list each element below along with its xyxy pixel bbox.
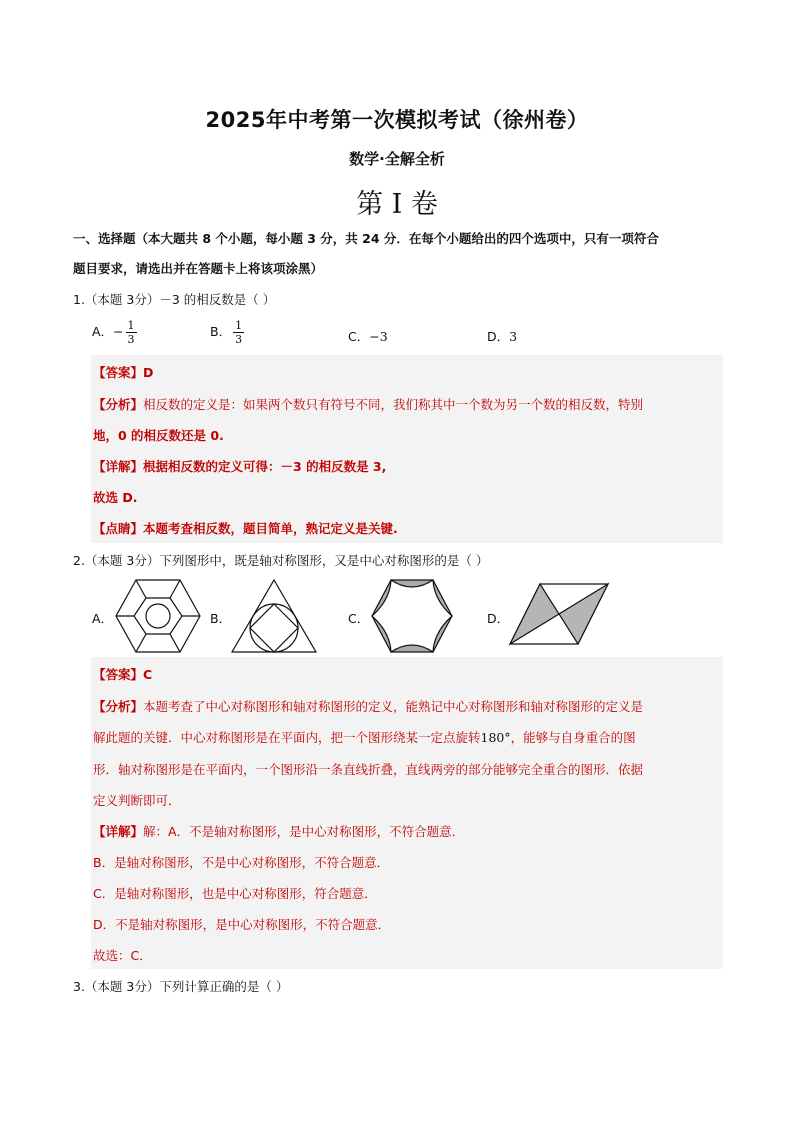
comment-text: 本题考查相反数，题目简单，熟记定义是关键. [143,521,398,536]
detail-tag: 【详解】 [93,459,144,474]
analysis-text: ，能够与自身重合的图 [510,730,636,745]
fraction-denominator: 3 [235,333,243,346]
q3-stem: 3.（本题 3分）下列计算正确的是（ ） [73,979,289,994]
q2-detail-line4: D．不是轴对称图形，是中心对称图形，不符合题意． [93,917,391,932]
q1-detail-line1 [93,457,721,475]
q1-option-a [92,319,137,346]
q1-analysis-line2: 地，0 的相反数还是 0. [93,428,224,443]
q2-analysis-line1 [93,697,721,715]
option-c-label: C． [348,329,370,344]
section-instructions-line2: 题目要求，请选出并在答题卡上将该项涂黑） [73,261,324,276]
parallelogram-figure [508,582,612,648]
q1-option-d [487,327,517,345]
q1-detail-line2: 故选 D. [93,490,138,505]
hexagon-arcs-figure [370,578,454,654]
comment-tag: 【点睛】 [93,521,144,536]
analysis-tag: 【分析】 [93,699,144,714]
fraction-denominator: 3 [127,333,135,346]
q2-analysis-line2 [93,728,721,746]
q1-answer [93,363,721,381]
q1-stem: 1.（本题 3分）－3 的相反数是（ ） [73,292,276,307]
q2-option-b-label: B． [210,611,232,626]
analysis-text: 解此题的关键．中心对称图形是在平面内，把一个图形绕某一定点旋转 [93,730,481,745]
q2-answer [93,665,721,683]
q2-detail-line3: C．是轴对称图形，也是中心对称图形，符合题意． [93,886,377,901]
fraction-numerator: 1 [127,319,135,332]
q2-option-a-label: A． [92,611,114,626]
q1-analysis-line1 [93,395,721,413]
volume-heading: 第 I 卷 [356,189,438,220]
option-c-value: −3 [369,329,388,344]
q1-comment [93,519,721,537]
detail-tag: 【详解】 [93,824,144,839]
q2-stem: 2.（本题 3分）下列图形中，既是轴对称图形，又是中心对称图形的是（ ） [73,553,489,568]
detail-text: 解：A．不是轴对称图形，是中心对称图形，不符合题意． [143,824,465,839]
analysis-text: 本题考查了中心对称图形和轴对称图形的定义，能熟记中心对称图形和轴对称图形的定义是 [143,699,644,714]
option-d-value: 3 [509,329,518,344]
option-b-fraction [233,319,244,346]
fraction-numerator: 1 [235,319,243,332]
answer-tag: 【答案】 [93,365,144,380]
section-instructions-line1: 一、选择题（本大题共 8 个小题，每小题 3 分，共 24 分．在每个小题给出的四个选项中，只有一项符合 [73,231,659,246]
q1-option-b [210,319,244,346]
q2-option-d-label: D． [487,611,510,626]
answer-value: C [143,667,153,682]
option-b-label: B． [210,324,232,339]
option-a-label: A． [92,324,114,339]
hexagon-pinwheel-figure [114,578,202,654]
analysis-text: 相反数的定义是：如果两个数只有符号不同，我们称其中一个数为另一个数的相反数，特别 [143,397,644,412]
page-subtitle: 数学·全解全析 [349,150,445,168]
q2-detail-line1 [93,822,721,840]
analysis-tag: 【分析】 [93,397,144,412]
detail-text: 根据相反数的定义可得：－3 的相反数是 3, [143,459,387,474]
answer-value: D [143,365,154,380]
option-a-sign: − [113,324,124,339]
q2-detail-line2: B．是轴对称图形，不是中心对称图形，不符合题意． [93,855,390,870]
page-title: 2025年中考第一次模拟考试（徐州卷） [205,108,589,132]
option-d-label: D． [487,329,510,344]
q2-analysis-line4: 定义判断即可． [93,793,181,808]
q1-solution-box [91,355,723,543]
q2-option-c-label: C． [348,611,370,626]
q1-option-c [348,327,388,345]
option-a-fraction [126,319,137,346]
q2-analysis-line3: 形．轴对称图形是在平面内，一个图形沿一条直线折叠，直线两旁的部分能够完全重合的图形．依据 [93,762,644,777]
triangle-circle-figure [230,578,318,654]
rotation-angle: 180° [480,730,511,745]
q2-detail-line5: 故选：C． [93,948,152,963]
answer-tag: 【答案】 [93,667,144,682]
